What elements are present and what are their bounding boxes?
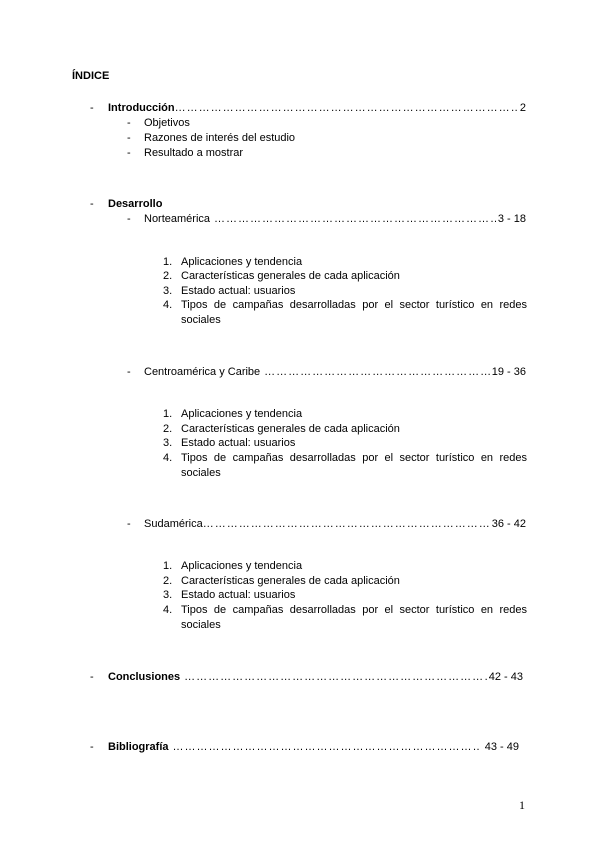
list-number: 1. (163, 256, 173, 268)
toc-subitem: Estado actual: usuarios (181, 437, 296, 449)
list-number: 3. (163, 437, 173, 449)
dot-leader (264, 366, 490, 378)
toc-entry-pages: 43 - 49 (484, 741, 519, 753)
toc-entry-desarrollo[interactable]: Desarrollo (108, 198, 163, 210)
toc-entry-introduccion[interactable] (108, 102, 526, 114)
list-number: 2. (163, 575, 173, 587)
toc-subitem: Aplicaciones y tendencia (181, 408, 303, 420)
bullet-dash: - (127, 117, 131, 129)
list-number: 2. (163, 423, 173, 435)
index-title: ÍNDICE (72, 70, 110, 82)
bullet-dash: - (90, 102, 94, 114)
toc-entry-pages: 42 - 43 (488, 671, 523, 683)
toc-entry-bibliografia[interactable] (108, 741, 519, 753)
toc-entry-sudamerica[interactable] (144, 518, 526, 530)
toc-entry-pages: 3 - 18 (497, 213, 526, 225)
dot-leader (173, 741, 479, 753)
toc-entry-label: Norteamérica (144, 213, 211, 225)
toc-subitem-razones: Razones de interés del estudio (144, 132, 296, 144)
bullet-dash: - (90, 198, 94, 210)
list-number: 4. (163, 299, 173, 311)
toc-entry-label: Sudamérica (144, 518, 203, 530)
list-number: 3. (163, 285, 173, 297)
toc-subitem-objetivos: Objetivos (144, 117, 190, 129)
toc-entry-norteamerica[interactable] (144, 213, 526, 225)
toc-subitem: Tipos de campañas desarrolladas por el sector turístico en redes sociales (181, 299, 527, 326)
bullet-dash: - (127, 147, 131, 159)
list-number: 1. (163, 408, 173, 420)
toc-subitem: Características generales de cada aplicación (181, 575, 400, 587)
bullet-dash: - (90, 741, 94, 753)
toc-entry-pages: 2 (519, 102, 526, 114)
toc-subitem: Características generales de cada aplicación (181, 423, 400, 435)
bullet-dash: - (127, 213, 131, 225)
toc-subitem: Aplicaciones y tendencia (181, 560, 303, 572)
page-number: 1 (519, 798, 525, 812)
bullet-dash: - (127, 366, 131, 378)
list-number: 4. (163, 604, 173, 616)
dot-leader (184, 671, 487, 683)
toc-subitem: Tipos de campañas desarrolladas por el sector turístico en redes sociales (181, 452, 527, 479)
bullet-dash: - (127, 518, 131, 530)
toc-entry-label: Bibliografía (108, 741, 169, 753)
list-number: 3. (163, 589, 173, 601)
toc-entry-pages: 36 - 42 (491, 518, 526, 530)
bullet-dash: - (90, 671, 94, 683)
toc-subitem-resultado: Resultado a mostrar (144, 147, 244, 159)
toc-subitem: Aplicaciones y tendencia (181, 256, 303, 268)
toc-entry-label: Centroamérica y Caribe (144, 366, 261, 378)
toc-subitem: Características generales de cada aplicación (181, 270, 400, 282)
list-number: 1. (163, 560, 173, 572)
dot-leader (203, 518, 490, 530)
list-number: 2. (163, 270, 173, 282)
list-number: 4. (163, 452, 173, 464)
toc-entry-label: Introducción (108, 102, 175, 114)
toc-subitem: Estado actual: usuarios (181, 285, 296, 297)
toc-entry-pages: 19 - 36 (491, 366, 526, 378)
toc-entry-conclusiones[interactable] (108, 671, 523, 683)
toc-subitem: Tipos de campañas desarrolladas por el sector turístico en redes sociales (181, 604, 527, 631)
toc-subitem: Estado actual: usuarios (181, 589, 296, 601)
bullet-dash: - (127, 132, 131, 144)
dot-leader (175, 102, 518, 114)
toc-entry-centroamerica[interactable] (144, 366, 526, 378)
toc-entry-label: Conclusiones (108, 671, 181, 683)
dot-leader (214, 213, 496, 225)
